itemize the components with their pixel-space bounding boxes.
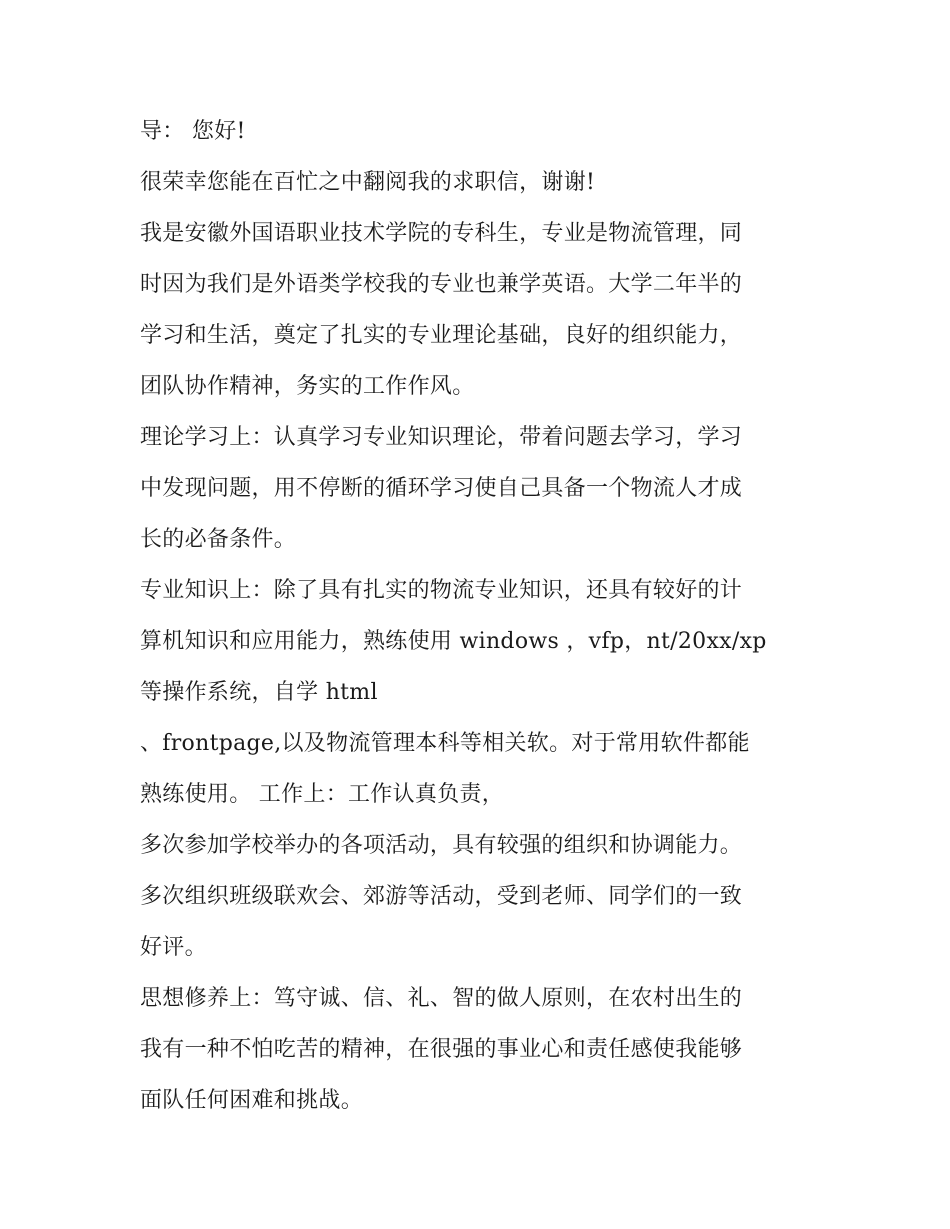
text-line: 多次组织班级联欢会、郊游等活动，受到老师、同学们的一致 [140,884,743,909]
text-line: 、frontpage,以及物流管理本科等相关软。对于常用软件都能 [140,731,750,756]
text-line: 团队协作精神，务实的工作作风。 [140,374,475,399]
text-line: 理论学习上：认真学习专业知识理论，带着问题去学习，学习 [140,425,743,450]
greeting-line: 导： 您好! [140,119,246,144]
text-line: 长的必备条件。 [140,527,297,552]
text-line: 专业知识上：除了具有扎实的物流专业知识，还具有较好的计 [140,578,743,603]
text-line: 我有一种不怕吃苦的精神，在很强的事业心和责任感使我能够 [140,1037,743,1062]
text-line: 学习和生活，奠定了扎实的专业理论基础，良好的组织能力， [140,323,743,348]
text-line: 熟练使用。 工作上：工作认真负责， [140,782,505,807]
letter-body [140,106,820,1126]
text-line: 很荣幸您能在百忙之中翻阅我的求职信，谢谢! [140,170,596,195]
text-line: 时因为我们是外语类学校我的专业也兼学英语。大学二年半的 [140,272,743,297]
text-line: 算机知识和应用能力，熟练使用 windows ，vfp，nt/20xx/xp [140,629,767,654]
text-line: 多次参加学校举办的各项活动，具有较强的组织和协调能力。 [140,833,743,858]
text-line: 等操作系统，自学 html [140,680,378,705]
text-line: 面队任何困难和挑战。 [140,1088,364,1113]
text-line: 我是安徽外国语职业技术学院的专科生，专业是物流管理，同 [140,221,743,246]
text-line: 中发现问题，用不停断的循环学习使自己具备一个物流人才成 [140,476,743,501]
text-line: 好评。 [140,935,207,960]
text-line: 思想修养上：笃守诚、信、礼、智的做人原则，在农村出生的 [140,986,743,1011]
